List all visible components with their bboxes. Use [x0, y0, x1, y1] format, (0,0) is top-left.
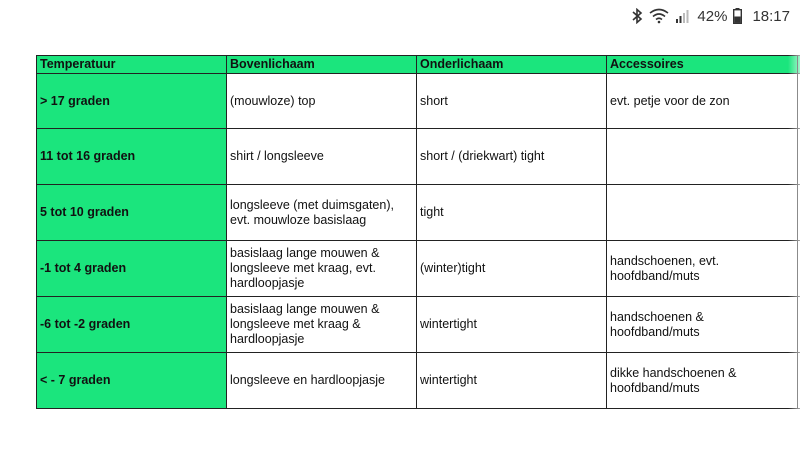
- accessories-cell: [607, 297, 798, 353]
- temperature-cell: [37, 353, 227, 409]
- upper-body-cell-text: evt. mouwloze basislaag: [230, 212, 367, 227]
- temperature-cell-text: -1 tot 4 graden: [40, 261, 127, 275]
- temperature-cell-text: < - 7 graden: [40, 373, 111, 387]
- lower-body-cell-text: wintertight: [420, 373, 477, 387]
- lower-body-cell: [417, 297, 607, 353]
- header-accessoires: Accessoires: [607, 56, 798, 74]
- upper-body-cell-text: basislaag lange mouwen &: [230, 246, 380, 260]
- upper-body-cell: [227, 241, 417, 297]
- upper-body-cell: [227, 353, 417, 409]
- table-row: [37, 241, 800, 297]
- accessories-cell-text: hoofdband/muts: [610, 380, 700, 395]
- accessories-cell-text: handschoenen &: [610, 309, 704, 324]
- upper-body-cell-text: longsleeve met kraag &: [230, 317, 361, 331]
- battery-icon: [733, 8, 742, 24]
- lower-body-cell-text: short: [420, 93, 448, 108]
- accessories-cell-text: hoofdband/muts: [610, 268, 700, 283]
- upper-body-cell: [227, 129, 417, 185]
- battery-percentage: 42%: [697, 7, 728, 25]
- table-row: [37, 353, 800, 409]
- accessories-cell-text: hoofdband/muts: [610, 324, 700, 339]
- clothing-temperature-table: [36, 55, 800, 409]
- temperature-cell: [37, 74, 227, 129]
- clock: 18:17: [752, 7, 790, 25]
- lower-body-cell: [417, 353, 607, 409]
- upper-body-cell-text: longsleeve (met duimsgaten),: [230, 197, 394, 212]
- temperature-cell-text: -6 tot -2 graden: [40, 317, 131, 331]
- accessories-cell-text: handschoenen, evt.: [610, 253, 720, 268]
- header-bovenlichaam: Bovenlichaam: [227, 56, 417, 74]
- accessories-cell-text: dikke handschoenen &: [610, 365, 737, 380]
- accessories-cell: [607, 129, 798, 185]
- upper-body-cell: [227, 297, 417, 353]
- header-onderlichaam: Onderlichaam: [417, 56, 607, 74]
- accessories-cell-text: evt. petje voor de zon: [610, 93, 730, 108]
- accessories-cell: [607, 241, 798, 297]
- lower-body-cell: [417, 129, 607, 185]
- clothing-temperature-table-container: [36, 55, 800, 418]
- upper-body-cell-text: longsleeve met kraag, evt.: [230, 261, 376, 275]
- upper-body-cell: [227, 74, 417, 129]
- temperature-cell-text: 11 tot 16 graden: [40, 149, 136, 163]
- lower-body-cell: [417, 185, 607, 241]
- upper-body-cell-text: hardloopjasje: [230, 276, 305, 290]
- bluetooth-icon: [631, 8, 643, 24]
- temperature-cell-text: 5 tot 10 graden: [40, 205, 129, 219]
- upper-body-cell-text: hardloopjasje: [230, 332, 305, 346]
- lower-body-cell: [417, 241, 607, 297]
- temperature-cell: [37, 185, 227, 241]
- status-bar: [0, 0, 800, 32]
- temperature-cell-text: > 17 graden: [40, 93, 110, 108]
- lower-body-cell-text: wintertight: [420, 317, 477, 331]
- lower-body-cell: [417, 74, 607, 129]
- lower-body-cell-text: tight: [420, 205, 444, 219]
- accessories-cell: [607, 74, 798, 129]
- upper-body-cell-text: basislaag lange mouwen &: [230, 302, 380, 316]
- table-row: [37, 185, 800, 241]
- lower-body-cell-text: (winter)tight: [420, 261, 486, 275]
- lower-body-cell-text: short / (driekwart) tight: [420, 149, 545, 163]
- upper-body-cell: [227, 185, 417, 241]
- table-row: [37, 129, 800, 185]
- accessories-cell: [607, 353, 798, 409]
- upper-body-cell-text: shirt / longsleeve: [230, 149, 324, 163]
- accessories-cell: [607, 185, 798, 241]
- upper-body-cell-text: (mouwloze) top: [230, 93, 316, 108]
- wifi-icon: [649, 8, 669, 24]
- temperature-cell: [37, 241, 227, 297]
- table-row: [37, 74, 800, 129]
- table-header-row: [37, 56, 800, 74]
- temperature-cell: [37, 297, 227, 353]
- signal-icon: [675, 9, 689, 23]
- temperature-cell: [37, 129, 227, 185]
- header-temperatuur: Temperatuur: [37, 56, 227, 74]
- upper-body-cell-text: longsleeve en hardloopjasje: [230, 373, 385, 387]
- table-row: [37, 297, 800, 353]
